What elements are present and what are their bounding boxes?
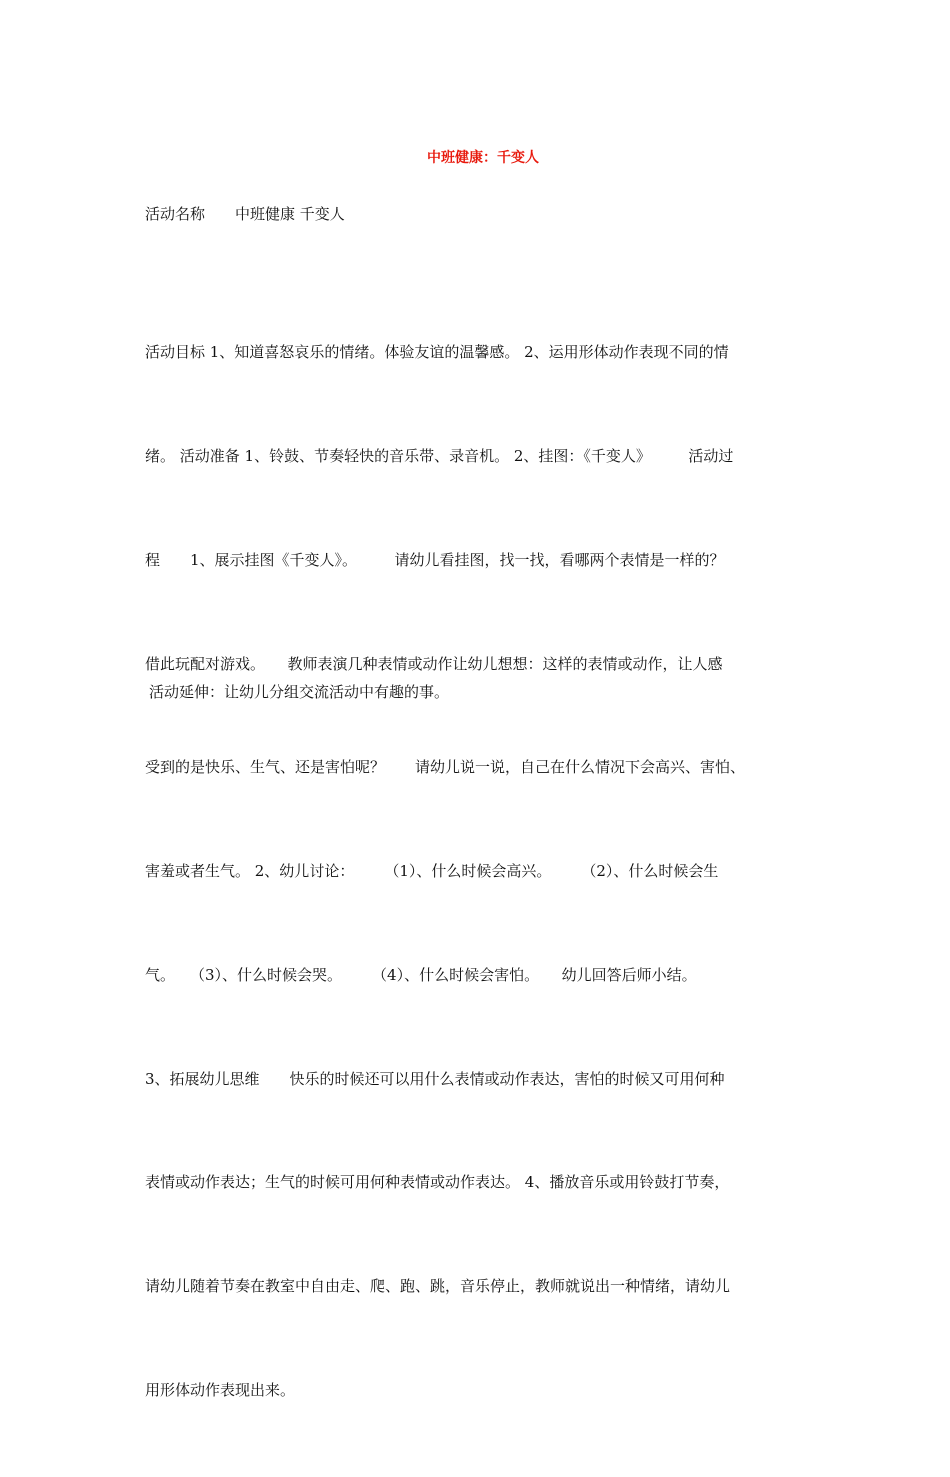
body-line: 借此玩配对游戏。 教师表演几种表情或动作让幼儿想想：这样的表情或动作，让人感 xyxy=(145,654,723,673)
body-line: 气。 （3）、什么时候会哭。 （4）、什么时候会害怕。 幼儿回答后师小结。 xyxy=(145,965,697,984)
body-line: 请幼儿随着节奏在教室中自由走、爬、跑、跳，音乐停止，教师就说出一种情绪，请幼儿 xyxy=(145,1277,731,1296)
body-line: 表情或动作表达；生气的时候可用何种表情或动作表达。 4、播放音乐或用铃鼓打节奏， xyxy=(145,1173,730,1192)
body-line: 用形体动作表现出来。 xyxy=(145,1381,296,1399)
body-line: 3、拓展幼儿思维 快乐的时候还可以用什么表情或动作表达，害怕的时候又可用何种 xyxy=(145,1069,725,1088)
body-line: 活动目标 1、知道喜怒哀乐的情绪。体验友谊的温馨感。 2、运用形体动作表现不同的情 xyxy=(145,343,729,362)
activity-extension-line: 活动延伸：让幼儿分组交流活动中有趣的事。 xyxy=(149,683,450,701)
document-title: 中班健康：千变人 xyxy=(427,150,539,166)
body-line: 害羞或者生气。 2、幼儿讨论： （1）、什么时候会高兴。 （2）、什么时候会生 xyxy=(145,862,719,881)
body-line: 程 1、展示挂图《千变人》。 请幼儿看挂图，找一找，看哪两个表情是一样的？ xyxy=(145,550,725,569)
activity-body xyxy=(145,266,810,1477)
body-line: 绪。 活动准备 1、铃鼓、节奏轻快的音乐带、录音机。 2、挂图：《千变人》 活动过 xyxy=(145,446,734,465)
activity-name-line: 活动名称 中班健康 千变人 xyxy=(145,205,345,223)
body-line: 受到的是快乐、生气、还是害怕呢？ 请幼儿说一说，自己在什么情况下会高兴、害怕、 xyxy=(145,758,746,777)
